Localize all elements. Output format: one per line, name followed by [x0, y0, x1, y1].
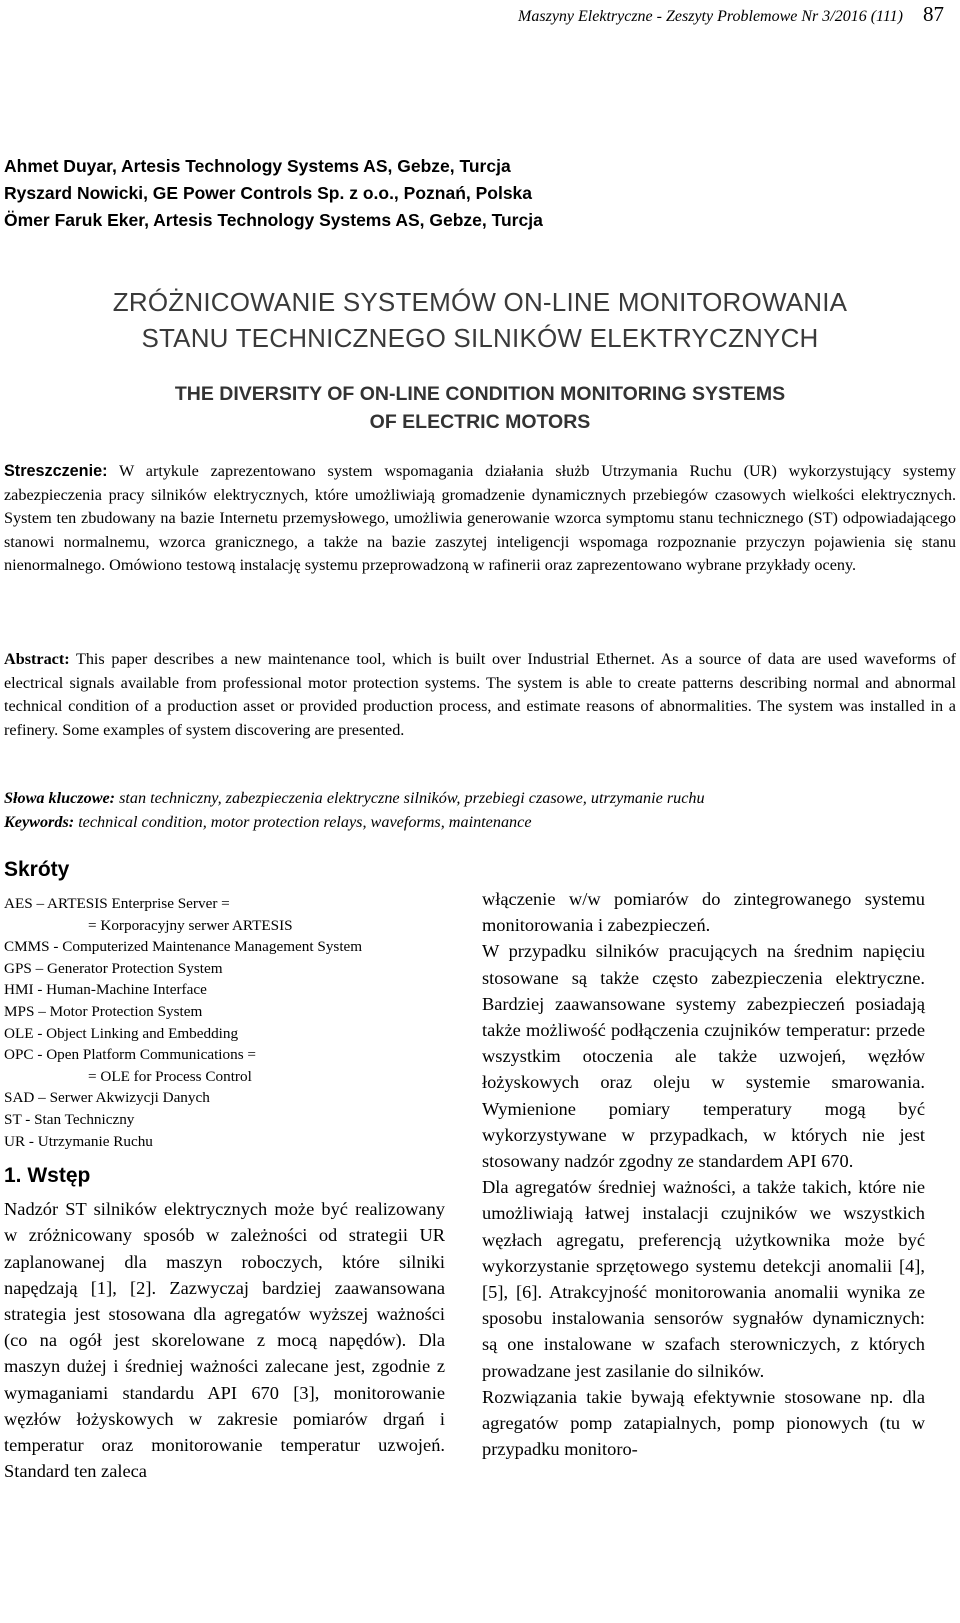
- page-number: 87: [923, 2, 944, 26]
- abbreviation-item: CMMS - Computerized Maintenance Management System: [4, 938, 363, 956]
- abbreviation-item: = Korporacyjny serwer ARTESIS: [88, 916, 293, 934]
- paragraph: Rozwiązania takie bywają efektywnie stosowane np. dla agregatów pomp zatapialnych, pomp pionowych (tu w przypadku monitoro-: [482, 1386, 925, 1460]
- title-polish: [0, 284, 960, 356]
- title-english-line: THE DIVERSITY OF ON-LINE CONDITION MONITORING SYSTEMS: [174, 383, 786, 405]
- paragraph: Nadzór ST silników elektrycznych może być realizowany w zróżnicowany sposób w zależności od strategii UR zaplanowanej dla maszyn roboczych, które silniki napędzają [1], [2]. Zazwyczaj bardziej zaawansowana strategia jest stosowana dla agregatów wyższej ważności (co na ogół jest skorelowane z mocą napędów). Dla maszyn dużej i średniej ważności zalecane jest, zgodnie z wymaganiami standardu API 670 [3], monitorowanie węzłów łożyskowych w zakresie pomiarów drgań i temperatur oraz monitorowanie temperatur uzwojeń. Standard ten zaleca: [4, 1199, 445, 1482]
- keywords-block: [4, 786, 956, 834]
- keywords-polish: [4, 786, 956, 810]
- streszczenie-block: [4, 460, 956, 578]
- abbreviations-list: [4, 893, 445, 1152]
- paragraph: włączenie w/w pomiarów do zintegrowanego systemu monitorowania i zabezpieczeń.: [482, 889, 925, 936]
- abbreviation-item: UR - Utrzymanie Ruchu: [4, 1132, 153, 1150]
- left-column: [4, 858, 445, 1484]
- keywords-polish-text: stan techniczny, zabezpieczenia elektryczne silników, przebiegi czasowe, utrzymanie ruchu: [119, 789, 705, 807]
- abstract-text: This paper describes a new maintenance tool, which is built over Industrial Ethernet. As a source of data are used waveforms of electrical signals available from professional motor protection systems. The system is able to create patterns describing normal and abnormal technical condition of a production asset or provided production process, and estimate reasons of abnormalities. The system was installed in a refinery. Some examples of system discovering are presented.: [4, 650, 956, 739]
- abbreviation-item: SAD – Serwer Akwizycji Danych: [4, 1089, 210, 1107]
- abbreviation-item: AES – ARTESIS Enterprise Server =: [4, 895, 230, 912]
- keywords-polish-label: Słowa kluczowe:: [4, 789, 116, 807]
- streszczenie-label: Streszczenie:: [4, 462, 108, 480]
- abbreviation-item: OPC - Open Platform Communications =: [4, 1046, 256, 1064]
- abbreviation-item: = OLE for Process Control: [88, 1067, 252, 1085]
- abbreviation-item: HMI - Human-Machine Interface: [4, 981, 207, 999]
- author-line: Ahmet Duyar, Artesis Technology Systems AS, Gebze, Turcja: [4, 156, 511, 176]
- abbreviation-item: OLE - Object Linking and Embedding: [4, 1024, 239, 1042]
- keywords-english-label: Keywords:: [4, 813, 75, 831]
- section-heading: 1. Wstęp: [4, 1164, 91, 1188]
- paragraph: W przypadku silników pracujących na średnim napięciu stosowane są także często zabezpieczenia elektryczne. Bardziej zaawansowane systemy zabezpieczeń posiadają także możliwość podłączenia czujników temperatur: przede wszystkim otoczenia ale także uzwojeń, węzłów łożyskowych oraz oleju w systemie smarowania. Wymienione pomiary temperatury mogą być wykorzystywane w przypadkach, w których nie jest stosowany nadzór zgodny ze standardem API 670.: [482, 941, 925, 1172]
- abbreviation-item: ST - Stan Techniczny: [4, 1110, 135, 1128]
- abbreviation-item: MPS – Motor Protection System: [4, 1002, 203, 1020]
- keywords-english: [4, 810, 956, 834]
- section-body: [4, 1196, 445, 1484]
- title-polish-line: STANU TECHNICZNEGO SILNIKÓW ELEKTRYCZNYCH: [141, 323, 819, 353]
- keywords-english-text: technical condition, motor protection relays, waveforms, maintenance: [78, 813, 532, 831]
- streszczenie-text: W artykule zaprezentowano system wspomagania działania służb Utrzymania Ruchu (UR) wykorzystujący systemy zabezpieczenia pracy silników elektrycznych, które umożliwiają gromadzenie dynamicznych przebiegów czasowych wielkości elektrycznych. System ten zbudowany na bazie Internetu przemysłowego, umożliwia generowanie wzorca symptomu stanu technicznego (ST) odpowiadającego stanowi normalnemu, wzorca granicznego, a także na bazie zaszytej inteligencji wspomaga rozpoznanie przyczyn pojawienia się stanu nienormalnego. Omówiono testową instalację systemu przeprowadzoną w rafinerii oraz zaprezentowano wybrane przykłady oceny.: [4, 462, 956, 575]
- title-english-line: OF ELECTRIC MOTORS: [369, 411, 591, 433]
- title-english: [0, 380, 960, 436]
- author-line: Ryszard Nowicki, GE Power Controls Sp. z o.o., Poznań, Polska: [4, 183, 533, 203]
- abstract-label: Abstract:: [4, 650, 70, 668]
- journal-title: Maszyny Elektryczne - Zeszyty Problemowe Nr 3/2016 (111): [518, 8, 903, 25]
- running-header: [518, 2, 944, 27]
- abbreviation-item: GPS – Generator Protection System: [4, 959, 223, 977]
- abstract-block: [4, 648, 956, 742]
- author-list: [4, 153, 543, 234]
- paragraph: Dla agregatów średniej ważności, a także takich, które nie umożliwiają łatwej instalacji czujników we wszystkich węzłach agregatu, preferencją użytkownika może być wykorzystanie sprzętowego systemu detekcji anomalii [4], [5], [6]. Atrakcyjność monitorowania anomalii wynika ze sposobu instalowania sensorów sygnałów dynamicznych: są one instalowane w szafach sterowniczych, z których prowadzane jest zasilanie do silników.: [482, 1177, 925, 1381]
- right-column: [482, 886, 925, 1462]
- title-polish-line: ZRÓŻNICOWANIE SYSTEMÓW ON-LINE MONITOROWANIA: [112, 287, 848, 317]
- author-line: Ömer Faruk Eker, Artesis Technology Systems AS, Gebze, Turcja: [4, 210, 543, 230]
- abbreviations-heading: Skróty: [4, 858, 70, 881]
